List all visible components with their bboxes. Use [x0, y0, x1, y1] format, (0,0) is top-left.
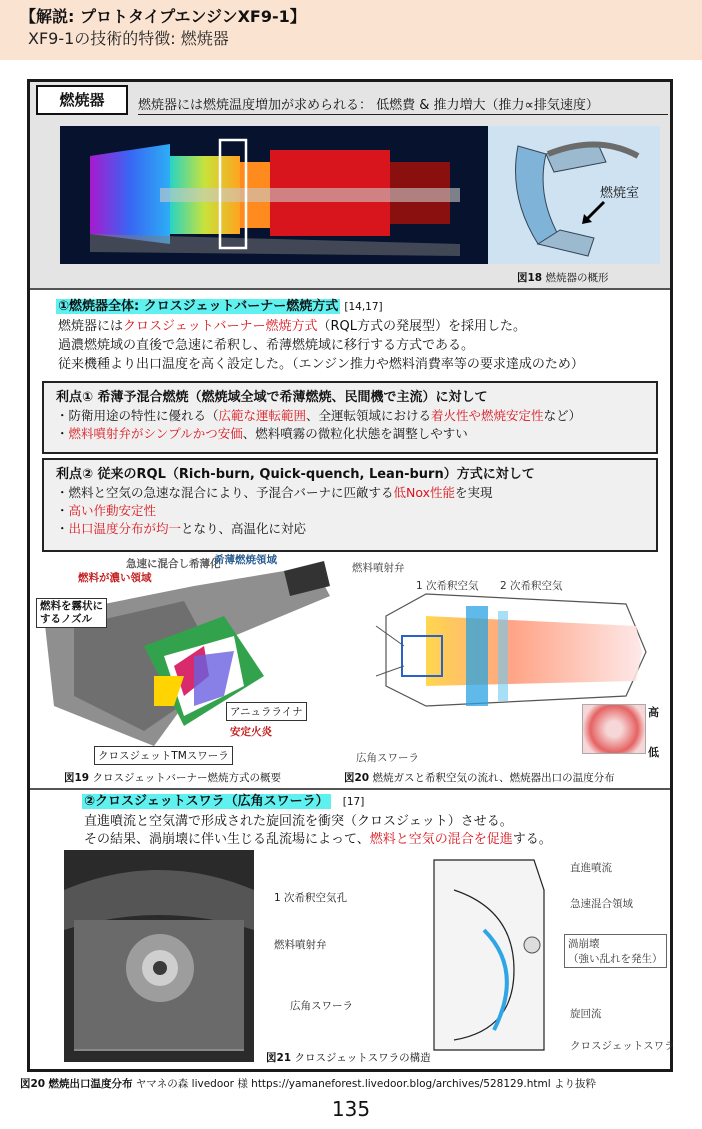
figure19-caption	[64, 770, 281, 785]
figure20-caption	[344, 770, 615, 785]
figure21-text: クロスジェットスワラの構造	[294, 1052, 431, 1064]
figure19-diagram	[34, 556, 334, 766]
photo-label-swirler: 広角スワーラ	[290, 1000, 353, 1012]
section3-ref: [17]	[342, 796, 365, 808]
section2-line1-red: クロスジェットバーナー燃焼方式	[123, 319, 318, 334]
fig19-label-rich-region: 燃料が濃い領域	[78, 572, 152, 584]
page-number: 135	[331, 1097, 371, 1121]
adv1-b1-post: など）	[543, 408, 582, 423]
footer-source: ヤマネの森 livedoor 様 https://yamaneforest.livedoor.blog/archives/528129.html より抜粋	[135, 1078, 596, 1090]
section2-line1	[58, 318, 526, 336]
fig20-label-swirler: 広角スワーラ	[356, 752, 419, 764]
arrow-icon	[580, 200, 606, 226]
fig20-label-high: 高	[648, 706, 659, 719]
fig19-label-rapid-dilution: 急速に混合し希薄化	[126, 558, 221, 570]
advantage1-bullet1	[56, 407, 656, 425]
figure18-number: 図18	[517, 272, 543, 284]
diagram-label-vortex: 渦崩壊	[568, 938, 600, 950]
figure21-number: 図21	[266, 1052, 292, 1064]
section3-line1: 直進噴流と空気溝で形成された旋回流を衝突（クロスジェット）させる。	[84, 814, 513, 829]
advantage1-box	[42, 381, 658, 454]
adv2-b2-red: 高い作動安定性	[68, 503, 157, 518]
advantage2-title: 利点② 従来のRQL（Rich-burn, Quick-quench, Lean-burn）方式に対して	[56, 467, 535, 482]
section2-line1-pre: 燃焼器には	[58, 319, 124, 334]
fig20-label-low: 低	[648, 746, 659, 759]
section3-heading-text: ②クロスジェットスワラ（広角スワーラ）	[84, 794, 329, 809]
page-subtitle: XF9-1の技術的特徴: 燃焼器	[28, 29, 229, 48]
section2-ref: [14,17]	[344, 301, 383, 313]
adv2-b2-bullet: ・	[56, 503, 69, 518]
section2-heading	[56, 298, 383, 316]
footer-fig: 図20	[20, 1078, 46, 1090]
advantage2-bullet3	[56, 520, 656, 538]
adv1-b1-pre: ・防衛用途の特性に優れる（	[56, 408, 219, 423]
fig20-label-dilution2: 2 次希釈空気	[500, 580, 563, 592]
figure18-caption	[517, 270, 608, 285]
section-intro: 燃焼器には燃焼温度増加が求められる： 低燃費 & 推力増大（推力∝排気速度）	[138, 94, 668, 115]
figure20-diagram	[346, 556, 670, 766]
photo-label-hole: 1 次希釈空気孔	[274, 892, 348, 904]
diagram-label-straight-jet: 直進噴流	[570, 862, 612, 874]
chamber-label: 燃焼室	[600, 186, 640, 201]
content-frame	[27, 79, 673, 1072]
combustion-chamber-image	[488, 126, 660, 264]
adv2-b1-pre: ・燃料と空気の急速な混合により、予混合バーナに匹敵する	[56, 485, 394, 500]
combustor-overview-section	[30, 82, 670, 290]
section3-heading	[82, 793, 364, 811]
adv1-b2-post: 、燃料噴霧の微粒化状態を調整しやすい	[242, 426, 468, 441]
fig19-label-lean-region: 希薄燃焼領域	[214, 554, 277, 566]
figure18-text: 燃焼器の概形	[545, 272, 609, 284]
section3-line2-pre: その結果、渦崩壊に伴い生じる乱流場によって、	[84, 832, 370, 847]
adv1-b1-mid: 、全運転領域における	[306, 408, 432, 423]
diagram-label-swirler: クロスジェットスワラ	[570, 1040, 675, 1052]
adv1-b2-red: 燃料噴射弁がシンプルかつ安価	[68, 426, 243, 441]
photo-label-injector: 燃料噴射弁	[274, 939, 327, 951]
diagram-vortex-box	[564, 934, 667, 968]
footer-label: 燃焼出口温度分布	[48, 1078, 133, 1090]
section2-line1-post: （RQL方式の発展型）を採用した。	[317, 319, 527, 334]
adv2-b3-post: となり、高温化に対応	[181, 521, 307, 536]
section2-line2: 過濃燃焼域の直後で急速に希釈し、希薄燃焼域に移行する方式である。	[58, 338, 475, 353]
engine-cutaway-image	[60, 126, 490, 264]
page-title: 【解説: プロトタイプエンジンXF9-1】	[20, 7, 306, 26]
advantage1-title: 利点① 希薄予混合燃焼（燃焼域全域で希薄燃焼、民間機で主流）に対して	[56, 390, 488, 405]
adv1-b2-bullet: ・	[56, 426, 69, 441]
fig19-label-stable-flame: 安定火炎	[230, 726, 272, 738]
figure20-text: 燃焼ガスと希釈空気の流れ、燃焼器出口の温度分布	[372, 772, 615, 784]
swirler-structure-diagram	[414, 850, 554, 1060]
figure20-number: 図20	[344, 772, 370, 784]
diagram-label-vortex-note: （強い乱れを発生）	[568, 953, 663, 965]
fig19-label-swirler: クロスジェットTMスワーラ	[94, 746, 233, 765]
adv2-b3-red: 出口温度分布が均一	[68, 521, 182, 536]
fig20-label-injector: 燃料噴射弁	[352, 562, 405, 574]
page-header	[0, 0, 702, 60]
advantage2-bullet1	[56, 484, 656, 502]
adv1-b1-red2: 着火性や燃焼安定性	[431, 408, 544, 423]
diagram-label-swirl-flow: 旋回流	[570, 1008, 602, 1020]
section-tag: 燃焼器	[36, 85, 128, 115]
section3-line2-red: 燃料と空気の混合を促進	[369, 832, 513, 847]
section2-heading-text: ①燃焼器全体: クロスジェットバーナー燃焼方式	[58, 299, 339, 314]
figure19-text: クロスジェットバーナー燃焼方式の概要	[92, 772, 282, 784]
adv1-b1-red1: 広範な運転範囲	[218, 408, 307, 423]
figure19-number: 図19	[64, 772, 90, 784]
adv2-b1-post: を実現	[455, 485, 493, 500]
fig19-label-annular-liner: アニュラライナ	[226, 702, 307, 721]
section3-line2-post: する。	[512, 832, 552, 847]
fig19-label-nozzle: 燃料を霧状に するノズル	[36, 598, 107, 628]
section-divider	[30, 788, 670, 790]
section3-line2	[84, 831, 552, 849]
adv2-b3-bullet: ・	[56, 521, 69, 536]
section2-line3: 従来機種より出口温度を高く設定した。（エンジン推力や燃料消費率等の要求達成のため）	[58, 357, 584, 372]
fig20-label-dilution1: 1 次希釈空気	[416, 580, 479, 592]
source-footer	[20, 1076, 596, 1091]
figure21-caption	[266, 1050, 431, 1065]
advantage2-box	[42, 458, 658, 552]
advantage2-bullet2	[56, 502, 656, 520]
adv2-b1-red: 低Nox性能	[393, 485, 456, 500]
diagram-label-rapid-mix: 急速混合領域	[570, 898, 633, 910]
outlet-temperature-map	[582, 704, 646, 754]
swirler-photo	[64, 850, 254, 1062]
advantage1-bullet2	[56, 425, 656, 443]
